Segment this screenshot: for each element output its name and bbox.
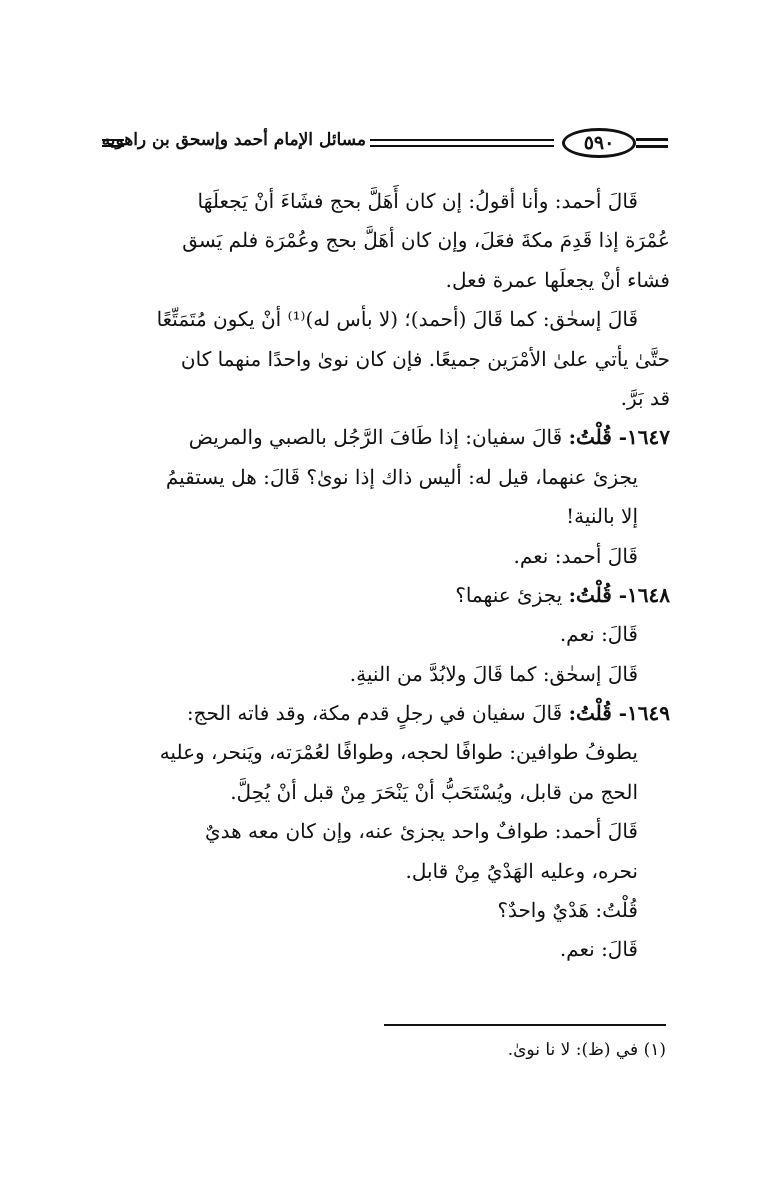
entry-number: ١٦٤٩ bbox=[627, 701, 670, 726]
text-line: يجزئ عنهما، قيل له: أليس ذاك إذا نوىٰ؟ قَالَ: هل يستقيمُ bbox=[165, 464, 638, 489]
text-line: قَالَ إسحٰق: كما قَالَ (أحمد)؛ (لا بأس له)⁽¹⁾ أنْ يكون مُتَمَتِّعًا bbox=[156, 307, 638, 332]
text-line: نحره، وعليه الهَدْيُ مِنْ قابل. bbox=[405, 858, 638, 883]
text-line: قَالَ: نعم. bbox=[559, 937, 638, 962]
entry-dash: - bbox=[611, 701, 628, 726]
entry-number: ١٦٤٧ bbox=[627, 425, 670, 450]
entry-1649 bbox=[96, 694, 670, 733]
entry-qult: قُلْتُ: bbox=[568, 701, 612, 726]
text-line: قَالَ أحمد: طوافٌ واحد يجزئ عنه، وإن كان معه هديٌ bbox=[204, 819, 638, 844]
running-header bbox=[96, 126, 670, 166]
text-line: قَالَ: نعم. bbox=[559, 622, 638, 647]
entry-dash: - bbox=[611, 582, 628, 607]
footnote-rule bbox=[384, 1024, 666, 1026]
footnote: (١) في (ظ): لا نا نوىٰ. bbox=[507, 1040, 666, 1060]
text-line: قَالَ إسحٰق: كما قَالَ ولابُدَّ من النيةِ. bbox=[349, 661, 638, 686]
text-line: حتَّىٰ يأتي علىٰ الأمْرَين جميعًا. فإن كان نوىٰ واحدًا منهما كان bbox=[180, 346, 670, 371]
text-line: قُلْتُ: هَدْيٌ واحدٌ؟ bbox=[497, 898, 638, 923]
entry-qult: قُلْتُ: bbox=[568, 425, 612, 450]
entry-text: قَالَ سفيان في رجلٍ قدم مكة، وقد فاته الحج: bbox=[186, 701, 563, 726]
entry-text: يجزئ عنهما؟ bbox=[455, 582, 563, 607]
header-rule-middle bbox=[370, 139, 554, 151]
entry-number: ١٦٤٨ bbox=[627, 582, 670, 607]
text-line: إلا بالنية! bbox=[566, 504, 638, 529]
text-line: قَالَ أحمد: وأنا أقولُ: إن كان أَهَلَّ بحج فشَاءَ أنْ يَجعلَهَا bbox=[197, 189, 638, 213]
text-line: الحج من قابل، ويُسْتَحَبُّ أنْ يَنْحَرَ مِنْ قبل أنْ يُحِلَّ. bbox=[230, 779, 638, 804]
page-number: ٥٩٠ bbox=[562, 128, 636, 158]
text-line: قد بَرَّ. bbox=[620, 385, 670, 410]
entry-qult: قُلْتُ: bbox=[568, 582, 612, 607]
entry-dash: - bbox=[611, 425, 628, 450]
text-line: يطوفُ طوافين: طوافًا لحجه، وطوافًا لعُمْرَته، ويَنحر، وعليه bbox=[159, 740, 638, 765]
text-line: فشاء أنْ يجعلَها عمرة فعل. bbox=[445, 267, 670, 292]
entry-1647 bbox=[96, 418, 670, 457]
entry-1648 bbox=[96, 576, 670, 615]
text-line: قَالَ أحمد: نعم. bbox=[513, 543, 638, 568]
header-rule-right bbox=[636, 138, 668, 152]
main-text bbox=[96, 182, 670, 970]
text-line: عُمْرَة إذا قَدِمَ مكةَ فعَلَ، وإن كان أهَلَّ بحج وعُمْرَة فلم يَسق bbox=[182, 228, 670, 253]
entry-text: قَالَ سفيان: إذا طَافَ الرَّجُل بالصبي والمريض bbox=[188, 425, 563, 450]
running-title: مسائل الإمام أحمد وإسحق بن راهويه bbox=[101, 130, 366, 150]
